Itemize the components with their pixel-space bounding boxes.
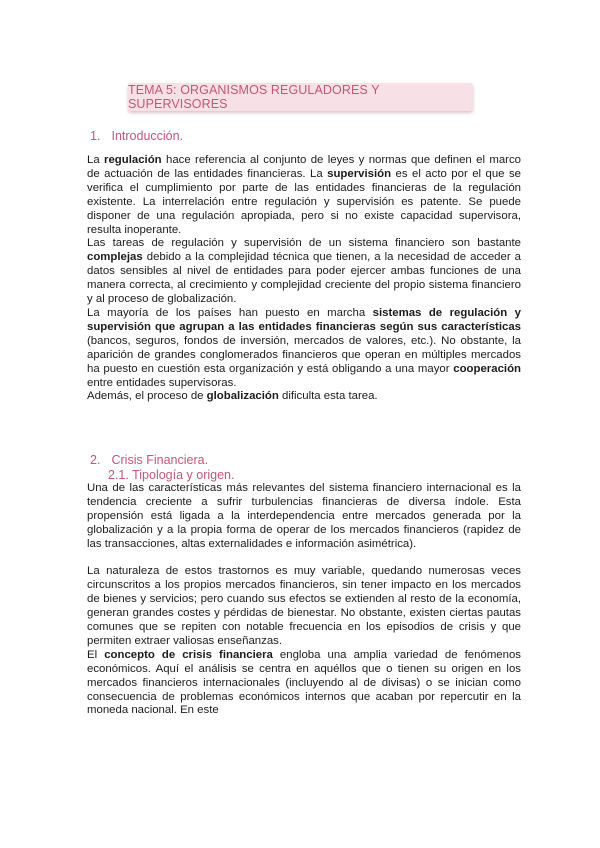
paragraph-countries: La mayoría de los países han puesto en marcha sistemas de regulación y supervisión que agrupan a las entidades financieras según sus características (bancos, seguros, fondos de inversión, mercados de valores, etc.). No obstante, la aparición de grandes conglomerados financieros que operan en múltiples mercados ha puesto en cuestión esta organización y está obligando a una mayor cooperación entre entidades supervisoras. bbox=[87, 306, 521, 389]
section-2-body bbox=[87, 482, 521, 718]
section-1-body bbox=[87, 154, 521, 404]
subsection-2-1-heading: 2.1. Tipología y origen. bbox=[108, 468, 235, 482]
section-1-title: Introducción. bbox=[111, 129, 184, 143]
paragraph-tasks: Las tareas de regulación y supervisión de un sistema financiero son bastante complejas debido a la complejidad técnica que tienen, a la necesidad de acceder a datos sensibles al nivel de entidades para poder ejercer ambas funciones de una manera correcta, al crecimiento y complejidad creciente del propio sistema financiero y al proceso de globalización. bbox=[87, 237, 521, 306]
section-2-title: Crisis Financiera. bbox=[111, 453, 209, 467]
paragraph-globalization: Además, el proceso de globalización dificulta esta tarea. bbox=[87, 390, 378, 403]
section-2-number: 2. bbox=[90, 453, 101, 467]
document-title bbox=[128, 83, 473, 111]
document-title-text: TEMA 5: ORGANISMOS REGULADORES Y SUPERVISORES bbox=[128, 83, 380, 111]
section-1-heading bbox=[90, 129, 183, 143]
section-1-number: 1. bbox=[90, 129, 101, 143]
paragraph-concept: El concepto de crisis financiera engloba una amplia variedad de fenómenos económicos. Aquí el análisis se centra en aquéllos que o tienen su origen en los mercados financieros internacionales (incluyendo al de divisas) o se inician como consecuencia de problemas económicos internos que acaban por repercutir en la moneda nacional. En este bbox=[87, 648, 522, 717]
paragraph-characteristics: Una de las características más relevantes del sistema financiero internacional es la tendencia creciente a sufrir turbulencias financieras de diversa índole. Esta propensión está ligada a la interdependencia entre mercados generada por la globalización y a la propia forma de operar de los mercados financieros (rapidez de las transacciones, altas externalidades e información asimétrica). bbox=[87, 482, 521, 550]
paragraph-regulation: La regulación hace referencia al conjunto de leyes y normas que definen el marco de actuación de las entidades financieras. La supervisión es el acto por el que se verifica el cumplimiento por parte de las entidades financieras de la regulación existente. La interrelación entre regulación y supervisión es patente. Se puede disponer de una regulación apropiada, pero si no existe capacidad supervisora, resulta inoperante. bbox=[87, 154, 521, 236]
section-2-heading bbox=[90, 453, 208, 467]
paragraph-nature: La naturaleza de estos trastornos es muy variable, quedando numerosas veces circunscritos a los propios mercados financieros, sin tener impacto en los mercados de bienes y servicios; pero cuando sus efectos se extienden al resto de la economía, generan grandes costes y pérdidas de bienestar. No obstante, existen ciertas pautas comunes que se repiten con notable frecuencia en los episodios de crisis y que permiten extraer valiosas enseñanzas. bbox=[87, 565, 521, 647]
